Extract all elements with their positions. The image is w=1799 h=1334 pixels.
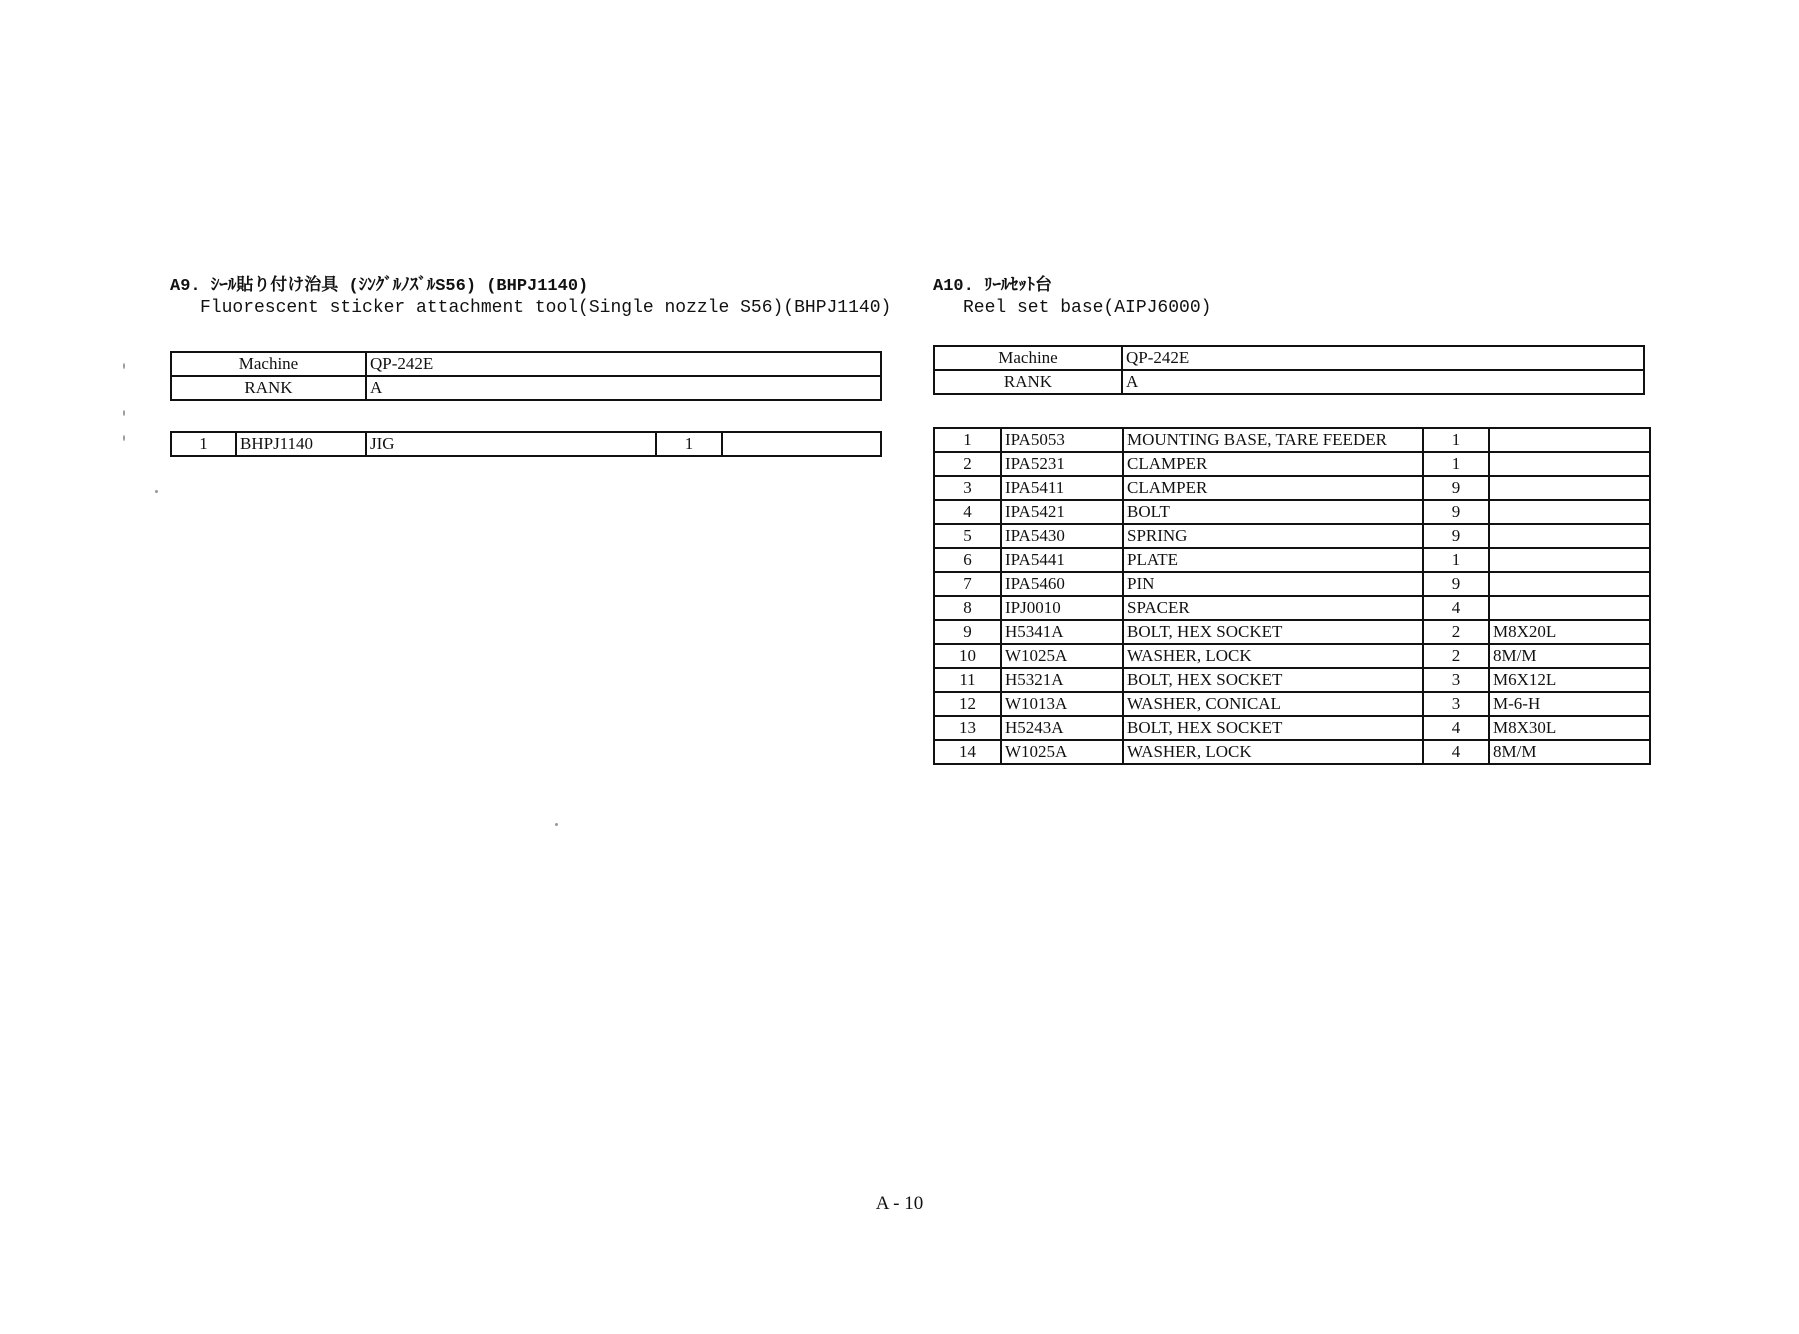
- table-row: [934, 668, 1650, 692]
- item-number-cell: 1: [934, 428, 1001, 452]
- scan-speck: [555, 823, 558, 826]
- part-code-cell: BHPJ1140: [236, 432, 366, 456]
- quantity-cell: 1: [1423, 428, 1489, 452]
- part-code-cell: W1025A: [1001, 740, 1123, 764]
- part-name-cell: PLATE: [1123, 548, 1423, 572]
- machine-row: [934, 346, 1644, 370]
- part-code-cell: H5243A: [1001, 716, 1123, 740]
- machine-row: [171, 352, 881, 376]
- section-a10-title-en: Reel set base(AIPJ6000): [963, 298, 1212, 318]
- machine-label: Machine: [934, 346, 1122, 370]
- a9-machine-table: [170, 351, 882, 401]
- quantity-cell: 9: [1423, 572, 1489, 596]
- remark-cell: M8X20L: [1489, 620, 1650, 644]
- scan-speck: [155, 490, 158, 493]
- part-code-cell: IPA5231: [1001, 452, 1123, 476]
- item-number-cell: 8: [934, 596, 1001, 620]
- part-name-cell: CLAMPER: [1123, 476, 1423, 500]
- table-row: [934, 740, 1650, 764]
- remark-cell: [1489, 572, 1650, 596]
- table-row: [934, 476, 1650, 500]
- remark-cell: [1489, 524, 1650, 548]
- item-number-cell: 14: [934, 740, 1001, 764]
- part-name-cell: BOLT, HEX SOCKET: [1123, 716, 1423, 740]
- quantity-cell: 9: [1423, 500, 1489, 524]
- quantity-cell: 1: [1423, 452, 1489, 476]
- part-code-cell: IPA5441: [1001, 548, 1123, 572]
- remark-cell: 8M/M: [1489, 644, 1650, 668]
- part-name-cell: MOUNTING BASE, TARE FEEDER: [1123, 428, 1423, 452]
- part-code-cell: IPA5460: [1001, 572, 1123, 596]
- section-a9: [170, 277, 892, 453]
- rank-row: [934, 370, 1644, 394]
- item-number-cell: 2: [934, 452, 1001, 476]
- part-name-cell: BOLT: [1123, 500, 1423, 524]
- item-number-cell: 1: [171, 432, 236, 456]
- scan-speck: [123, 410, 125, 416]
- item-number-cell: 4: [934, 500, 1001, 524]
- rank-value: A: [1122, 370, 1644, 394]
- part-code-cell: IPA5053: [1001, 428, 1123, 452]
- part-code-cell: IPA5411: [1001, 476, 1123, 500]
- quantity-cell: 1: [1423, 548, 1489, 572]
- rank-row: [171, 376, 881, 400]
- a10-parts-table: [933, 427, 1651, 765]
- part-code-cell: W1013A: [1001, 692, 1123, 716]
- a10-machine-table: [933, 345, 1645, 395]
- part-name-cell: BOLT, HEX SOCKET: [1123, 620, 1423, 644]
- remark-cell: [1489, 500, 1650, 524]
- item-number-cell: 7: [934, 572, 1001, 596]
- page-number: A - 10: [875, 1193, 924, 1214]
- remark-cell: 8M/M: [1489, 740, 1650, 764]
- remark-cell: M6X12L: [1489, 668, 1650, 692]
- quantity-cell: 4: [1423, 596, 1489, 620]
- table-row: [934, 452, 1650, 476]
- machine-value: QP-242E: [366, 352, 881, 376]
- section-a10: [933, 277, 1653, 761]
- remark-cell: [1489, 596, 1650, 620]
- table-row: [934, 692, 1650, 716]
- quantity-cell: 1: [656, 432, 722, 456]
- remark-cell: [1489, 548, 1650, 572]
- section-a9-title-jp: A9. ｼｰﾙ貼り付け治具 (ｼﾝｸﾞﾙﾉｽﾞﾙS56) (BHPJ1140): [170, 277, 589, 296]
- table-row: [934, 572, 1650, 596]
- part-code-cell: IPJ0010: [1001, 596, 1123, 620]
- remark-cell: [722, 432, 881, 456]
- quantity-cell: 3: [1423, 668, 1489, 692]
- part-name-cell: BOLT, HEX SOCKET: [1123, 668, 1423, 692]
- part-name-cell: JIG: [366, 432, 656, 456]
- table-row: [934, 428, 1650, 452]
- table-row: [934, 596, 1650, 620]
- item-number-cell: 10: [934, 644, 1001, 668]
- part-name-cell: PIN: [1123, 572, 1423, 596]
- scan-speck: [123, 363, 125, 369]
- part-name-cell: SPACER: [1123, 596, 1423, 620]
- part-code-cell: H5341A: [1001, 620, 1123, 644]
- part-name-cell: CLAMPER: [1123, 452, 1423, 476]
- remark-cell: [1489, 428, 1650, 452]
- remark-cell: [1489, 452, 1650, 476]
- part-name-cell: WASHER, CONICAL: [1123, 692, 1423, 716]
- rank-value: A: [366, 376, 881, 400]
- table-row: [934, 716, 1650, 740]
- table-row: [934, 524, 1650, 548]
- part-code-cell: IPA5430: [1001, 524, 1123, 548]
- machine-label: Machine: [171, 352, 366, 376]
- scan-speck: [123, 435, 125, 441]
- item-number-cell: 6: [934, 548, 1001, 572]
- quantity-cell: 4: [1423, 716, 1489, 740]
- item-number-cell: 3: [934, 476, 1001, 500]
- section-a9-title-en: Fluorescent sticker attachment tool(Single nozzle S56)(BHPJ1140): [200, 298, 892, 318]
- part-name-cell: WASHER, LOCK: [1123, 644, 1423, 668]
- item-number-cell: 9: [934, 620, 1001, 644]
- table-row: [934, 500, 1650, 524]
- quantity-cell: 9: [1423, 476, 1489, 500]
- part-name-cell: WASHER, LOCK: [1123, 740, 1423, 764]
- rank-label: RANK: [171, 376, 366, 400]
- part-code-cell: H5321A: [1001, 668, 1123, 692]
- table-row: [171, 432, 881, 456]
- item-number-cell: 5: [934, 524, 1001, 548]
- item-number-cell: 12: [934, 692, 1001, 716]
- section-a10-title-jp: A10. ﾘｰﾙｾｯﾄ台: [933, 277, 1053, 296]
- quantity-cell: 2: [1423, 644, 1489, 668]
- remark-cell: M-6-H: [1489, 692, 1650, 716]
- table-row: [934, 620, 1650, 644]
- a9-parts-table: [170, 431, 882, 457]
- table-row: [934, 548, 1650, 572]
- rank-label: RANK: [934, 370, 1122, 394]
- remark-cell: M8X30L: [1489, 716, 1650, 740]
- quantity-cell: 4: [1423, 740, 1489, 764]
- table-row: [934, 644, 1650, 668]
- item-number-cell: 13: [934, 716, 1001, 740]
- quantity-cell: 2: [1423, 620, 1489, 644]
- quantity-cell: 3: [1423, 692, 1489, 716]
- part-name-cell: SPRING: [1123, 524, 1423, 548]
- quantity-cell: 9: [1423, 524, 1489, 548]
- machine-value: QP-242E: [1122, 346, 1644, 370]
- part-code-cell: W1025A: [1001, 644, 1123, 668]
- part-code-cell: IPA5421: [1001, 500, 1123, 524]
- item-number-cell: 11: [934, 668, 1001, 692]
- remark-cell: [1489, 476, 1650, 500]
